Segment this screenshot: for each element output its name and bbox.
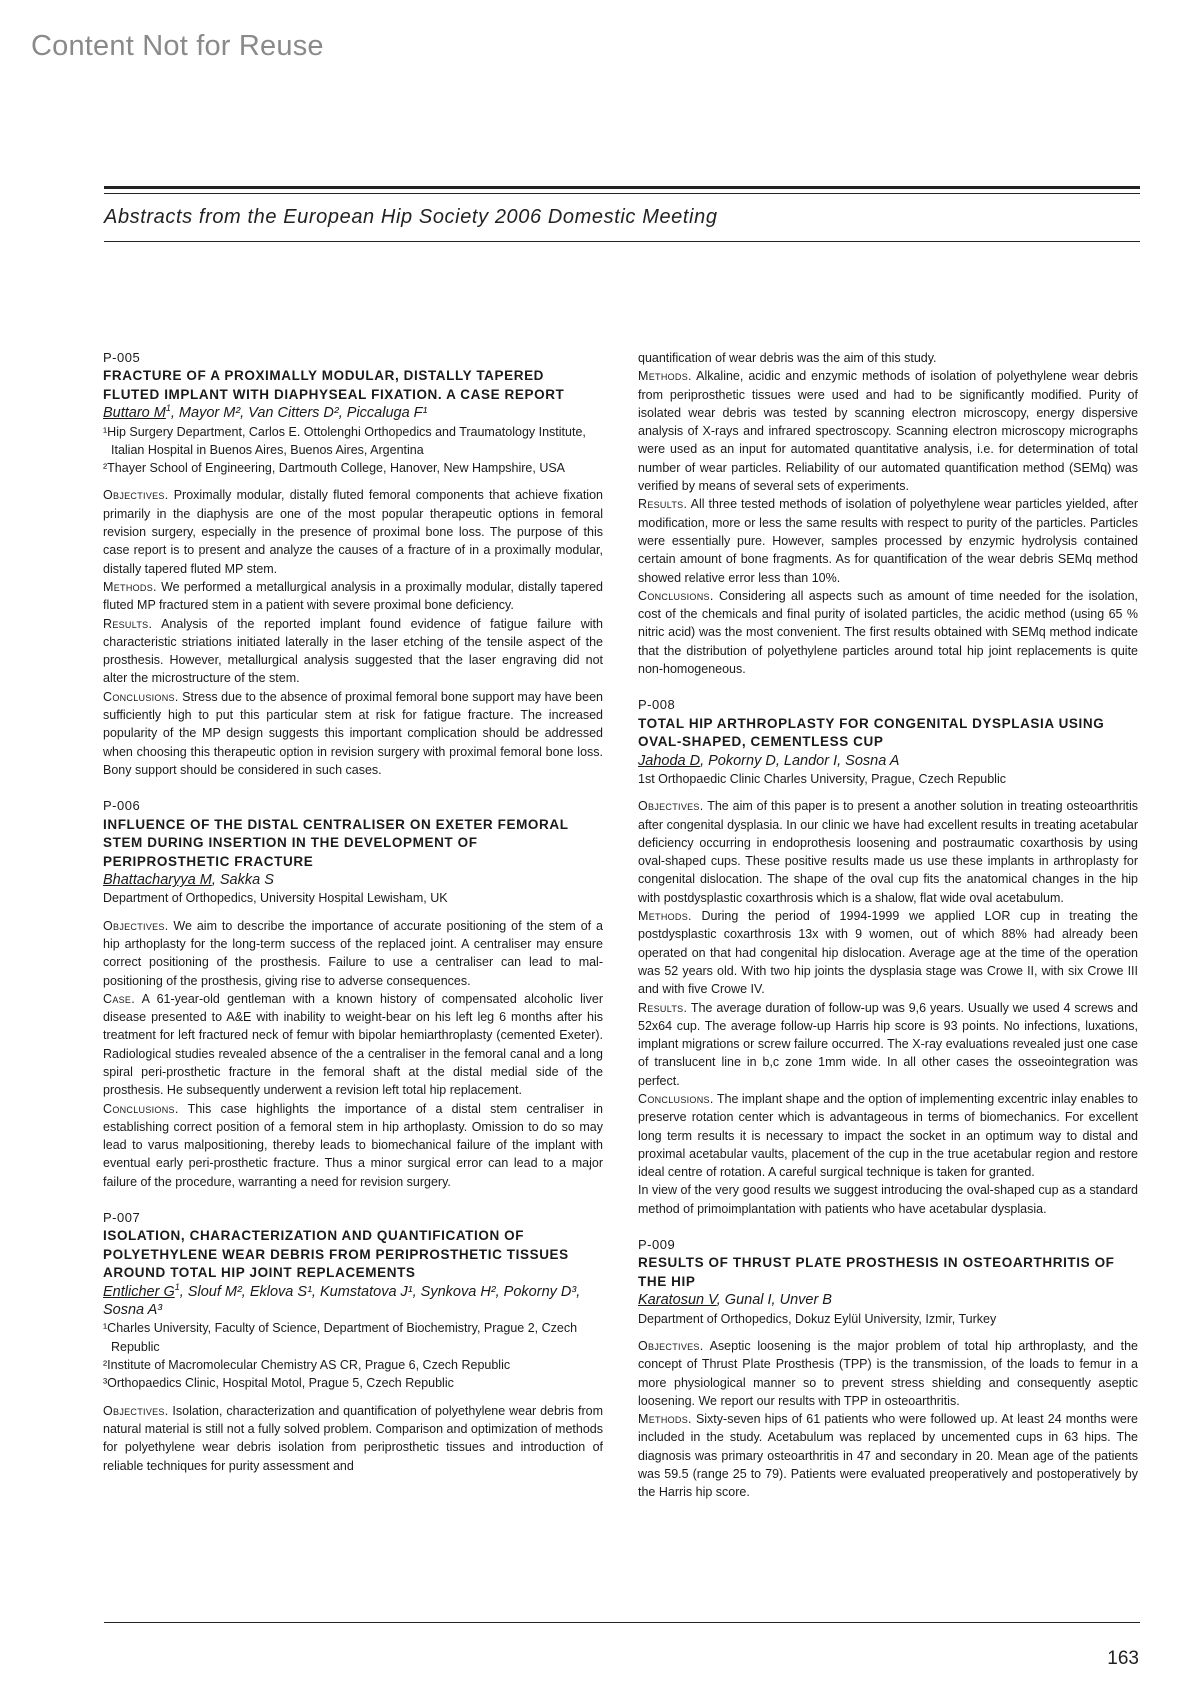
- section-text: A 61-year-old gentleman with a known history of compensated alcoholic liver disease presented to A&E with inability to weight-bear on his left leg 6 months after his treatment for left fractured neck of femur with bipolar hemiarthroplasty (cemented Exeter). Radiological studies revealed absence of the a centraliser in the femoral canal and a long spiral peri-prosthetic fracture in the femoral shaft at the distal medial side of the prosthesis. He subsequently underwent a revision left total hip replacement.: [103, 991, 603, 1098]
- affiliation: ²Institute of Macromolecular Chemistry AS CR, Prague 6, Czech Republic: [103, 1358, 511, 1373]
- objectives-continued: quantification of wear debris was the aim of this study.: [638, 351, 937, 365]
- affiliation: ¹Hip Surgery Department, Carlos E. Ottolenghi Orthopedics and Traumatology Institute, Italian Hospital in Buenos Aires, Buenos Aires, Argentina: [103, 424, 586, 457]
- affiliation: ¹Charles University, Faculty of Science, Department of Biochemistry, Prague 2, Czech Republic: [103, 1321, 578, 1354]
- section-label: Conclusions.: [638, 588, 714, 603]
- left-column: [103, 349, 603, 1493]
- section-text: Alkaline, acidic and enzymic methods of isolation of polyethylene wear debris from periprosthetic tissues were used and had to be significantly modified. Purity of isolated wear debris was tested by scanning electron microscopy, energy dispersive analysis of X-rays and infrared spectroscopy. Scanning electron microscopy micrographs were used as an input for automated quantitative analysis, i.e. for determination of total number of wear particles. Reliability of our automated quantification method (SEMq) was verified by means of several sets of experiments.: [638, 369, 1138, 494]
- running-head: Abstracts from the European Hip Society 2006 Domestic Meeting: [104, 206, 718, 228]
- section-text: We performed a metallurgical analysis in a proximally modular, distally tapered fluted MP fractured stem in a patient with severe proximal bone deficiency.: [103, 579, 603, 613]
- presenting-author: Bhattacharyya M: [103, 872, 212, 889]
- page-number: 163: [1107, 1648, 1139, 1669]
- section-text: Analysis of the reported implant found evidence of fatigue failure with characteristic striations initiated laterally in the laser etching of the tensile aspect of the prosthesis. However, metallurgical analysis suggested that the laser engraving did not alter the microstructure of the stem.: [103, 616, 603, 686]
- section-text: Sixty-seven hips of 61 patients who were followed up. At least 24 months were included in the study. Acetabulum was replaced by uncemented cups in 63 hips. The diagnosis was primary osteoarthritis in 47 and secondary in 20. Mean age of the patients was 59.5 (range 25 to 79). Patients were evaluated preoperatively and postoperatively by the Harris hip score.: [638, 1412, 1138, 1500]
- header-rule-thin: [104, 193, 1140, 194]
- objectives-section: [103, 486, 603, 577]
- case-section: [103, 990, 603, 1100]
- abstract-title: INFLUENCE OF THE DISTAL CENTRALISER ON EXETER FEMORAL STEM DURING INSERTION IN THE DEVELOPMENT OF PERIPROSTHETIC FRACTURE: [103, 816, 569, 869]
- section-label: Conclusions.: [103, 1101, 179, 1116]
- footer-rule: [104, 1622, 1140, 1623]
- conclusions-section: [638, 587, 1138, 678]
- co-authors: , Gunal I, Unver B: [716, 1292, 832, 1309]
- abstract-authors: [103, 404, 603, 422]
- results-section: [638, 495, 1138, 586]
- right-column: [638, 349, 1138, 1520]
- objectives-section: [638, 1337, 1138, 1410]
- section-label: Results.: [638, 1000, 688, 1015]
- abstract-p006: [103, 797, 603, 1191]
- section-text: The aim of this paper is to present a another solution in treating osteoarthritis after congenital dysplasia. In our clinic we have had excellent results in treating acetabular deficiency occurring in endoprothesis loosening and postraumatic coxarthosis by using oval-shaped cups. These positive results made us use these implants in arthroplasty for congenital dislocation. The shape of the oval cup fits the anatomical changes in the hip with postdysplastic coxarthrosis which is a shalow, flat wide oval acetabulum.: [638, 799, 1139, 905]
- abstract-title: TOTAL HIP ARTHROPLASTY FOR CONGENITAL DYSPLASIA USING OVAL-SHAPED, CEMENTLESS CUP: [638, 715, 1105, 750]
- abstract-p007: [103, 1209, 603, 1475]
- section-text: Isolation, characterization and quantification of polyethylene wear debris from natural material is still not a fully solved problem. Comparison and optimization of methods for polyethylene wear debris isolation from periprosthetic tissues and introduction of reliable techniques for purity assessment and: [103, 1403, 603, 1473]
- affiliation: Department of Orthopedics, University Hospital Lewisham, UK: [103, 891, 448, 906]
- methods-section: [638, 907, 1138, 998]
- section-label: Conclusions.: [638, 1091, 714, 1106]
- conclusions-section: [103, 1100, 603, 1191]
- affiliation: 1st Orthopaedic Clinic Charles University, Prague, Czech Republic: [638, 771, 1006, 786]
- section-label: Methods.: [638, 369, 692, 384]
- section-label: Methods.: [638, 1412, 692, 1427]
- section-label: Methods.: [638, 909, 692, 924]
- results-section: [103, 615, 603, 688]
- section-text: This case highlights the importance of a distal stem centraliser in establishing correct position of a femoral stem in hip arthoplasty. Omission to do so may lead to varus malpositioning, thereby leads to biomechanical failure of the implant with eventual early peri-prosthetic fracture. Thus a minor surgical error can lead to a major failure of the procedure, warranting a need for revision surgery.: [103, 1101, 604, 1189]
- section-label: Case.: [103, 991, 136, 1006]
- abstract-p005: [103, 349, 603, 779]
- header-rule-bottom: [104, 241, 1140, 242]
- section-text: The average duration of follow-up was 9,6 years. Usually we used 4 screws and 52x64 cup. The average follow-up Harris hip score is 93 points. No infections, luxations, implant migrations or screw failure occurred. The X-ray evaluations revealed just one case of translucent line in b,c zone 1mm wide. In all other cases the osseointegration was perfect.: [638, 1000, 1138, 1088]
- section-label: Objectives.: [103, 918, 169, 933]
- section-text: All three tested methods of isolation of polyethylene wear particles yielded, after modification, more or less the same results with respect to purity of the particles. Particles were essentially pure. However, samples processed by enzymic hydrolysis contained certain amount of bone fragments. As for quantification of the wear debris SEMq method showed relative error less than 10%.: [638, 497, 1138, 585]
- presenter-affiliation-mark: 1: [165, 403, 171, 414]
- abstract-title: ISOLATION, CHARACTERIZATION AND QUANTIFICATION OF POLYETHYLENE WEAR DEBRIS FROM PERIPROSTHETIC TISSUES AROUND TOTAL HIP JOINT REPLACEMENTS: [103, 1228, 569, 1281]
- abstract-authors: [638, 752, 1138, 770]
- abstract-title: RESULTS OF THRUST PLATE PROSTHESIS IN OSTEOARTHRITIS OF THE HIP: [638, 1255, 1115, 1289]
- section-label: Objectives.: [638, 1338, 704, 1353]
- affiliation: ³Orthopaedics Clinic, Hospital Motol, Prague 5, Czech Republic: [103, 1376, 454, 1391]
- methods-section: [638, 1410, 1138, 1501]
- abstract-code: P-009: [638, 1237, 676, 1253]
- section-text: Aseptic loosening is the major problem of total hip arthroplasty, and the concept of Thrust Plate Prosthesis (TPP) is the transmission, of the loads to femur in a more physiological manner so to prevent stress shielding and consequently aseptic loosening. We report our results with TPP in osteoarthritis.: [638, 1338, 1138, 1408]
- objectives-section: [638, 797, 1138, 907]
- methods-section: [103, 578, 603, 615]
- methods-section: [638, 367, 1138, 495]
- co-authors: , Sakka S: [211, 872, 274, 889]
- conclusions-section: [638, 1090, 1138, 1181]
- header-rule-thick: [104, 186, 1140, 189]
- section-label: Methods.: [103, 579, 157, 594]
- abstract-code: P-007: [103, 1210, 141, 1226]
- abstract-title: FRACTURE OF A PROXIMALLY MODULAR, DISTALLY TAPERED FLUTED IMPLANT WITH DIAPHYSEAL FIXATION. A CASE REPORT: [103, 368, 565, 402]
- abstract-code: P-005: [103, 350, 141, 365]
- section-label: Objectives.: [103, 488, 169, 503]
- affiliation: Department of Orthopedics, Dokuz Eylül University, Izmir, Turkey: [638, 1311, 997, 1326]
- affiliation: ²Thayer School of Engineering, Dartmouth College, Hanover, New Hampshire, USA: [103, 461, 566, 476]
- co-authors: , Slouf M², Eklova S¹, Kumstatova J¹, Synkova H², Pokorny D³, Sosna A³: [103, 1283, 581, 1319]
- abstract-p009: [638, 1236, 1138, 1502]
- presenting-author: Karatosun V: [638, 1292, 717, 1309]
- abstract-code: P-008: [638, 697, 676, 713]
- abstract-p008: [638, 696, 1138, 1218]
- section-text: The implant shape and the option of implementing excentric inlay enables to preserve rotation center which is advantageous in terms of biomechanics. For excellent long term results it is necessary to impact the socket in an optimum way to distal and proximal acetabular vaults, placement of the cup in the true acetabular region and restore ideal centre of rotation. A careful surgical technique is taken for granted.: [638, 1091, 1138, 1180]
- presenting-author: Jahoda D: [638, 752, 701, 769]
- abstract-p007-continued: [638, 349, 1138, 678]
- section-label: Results.: [638, 497, 688, 512]
- abstract-authors: [638, 1291, 1138, 1309]
- closing-paragraph: In view of the very good results we suggest introducing the oval-shaped cup as a standard method of primoimplantation with patients who have acetabular dysplasia.: [638, 1183, 1138, 1216]
- section-text: We aim to describe the importance of accurate positioning of the stem of a hip arthoplasty for the long-term success of the replaced joint. A centraliser may ensure correct positioning of the prosthesis. Failure to use a centraliser can lead to mal-positioning of the prosthesis, giving rise to adverse consequences.: [103, 918, 603, 988]
- section-label: Objectives.: [103, 1403, 169, 1418]
- co-authors: , Mayor M², Van Citters D², Piccaluga F¹: [170, 405, 428, 422]
- objectives-section: [103, 1402, 603, 1475]
- co-authors: , Pokorny D, Landor I, Sosna A: [700, 752, 900, 769]
- presenter-affiliation-mark: 1: [174, 1282, 180, 1293]
- objectives-section: [103, 917, 603, 990]
- presenting-author: Buttaro M: [103, 405, 166, 422]
- section-text: Considering all aspects such as amount of time needed for the isolation, cost of the chemicals and final purity of isolated particles, the acidic method (using 65 % nitric acid) was the most convenient. The first results obtained with SEMq method indicate that the distribution of polyethylene particles around total hip joint replacements is quite non-homogeneous.: [638, 588, 1138, 677]
- section-label: Conclusions.: [103, 689, 179, 704]
- section-label: Objectives.: [638, 799, 704, 814]
- watermark: Content Not for Reuse: [31, 30, 324, 62]
- abstract-code: P-006: [103, 798, 141, 814]
- conclusions-section: [103, 688, 603, 779]
- abstract-authors: [103, 871, 603, 889]
- section-text: Stress due to the absence of proximal femoral bone support may have been sufficiently high to put this particular stem at risk for fatigue fracture. The increased popularity of the MP design suggests this important complication should be addressed when choosing this therapeutic option in revision surgery with proximal femoral bone loss. Bony support should be considered in such cases.: [103, 689, 603, 777]
- results-section: [638, 999, 1138, 1090]
- section-label: Results.: [103, 616, 153, 631]
- section-text: During the period of 1994-1999 we applied LOR cup in treating the postdysplastic coxarthrosis 13x with 9 women, out of which 88% had already been operated on that had congenital hip dislocation. Average age at the time of the operation was 52 years old. With two hip joints the dysplasia stage was Crowe II, with six Crowe III and with five Crowe IV.: [638, 909, 1138, 997]
- presenting-author: Entlicher G: [103, 1283, 175, 1300]
- section-text: Proximally modular, distally fluted femoral components that achieve fixation primarily in the diaphysis are one of the most popular therapeutic options in femoral revision surgery, especially in the presence of proximal bone loss. The purpose of this case report is to present and analyze the causes of a fracture of in a proximally modular, distally tapered fluted MP stem.: [103, 488, 603, 576]
- abstract-authors: [103, 1283, 603, 1320]
